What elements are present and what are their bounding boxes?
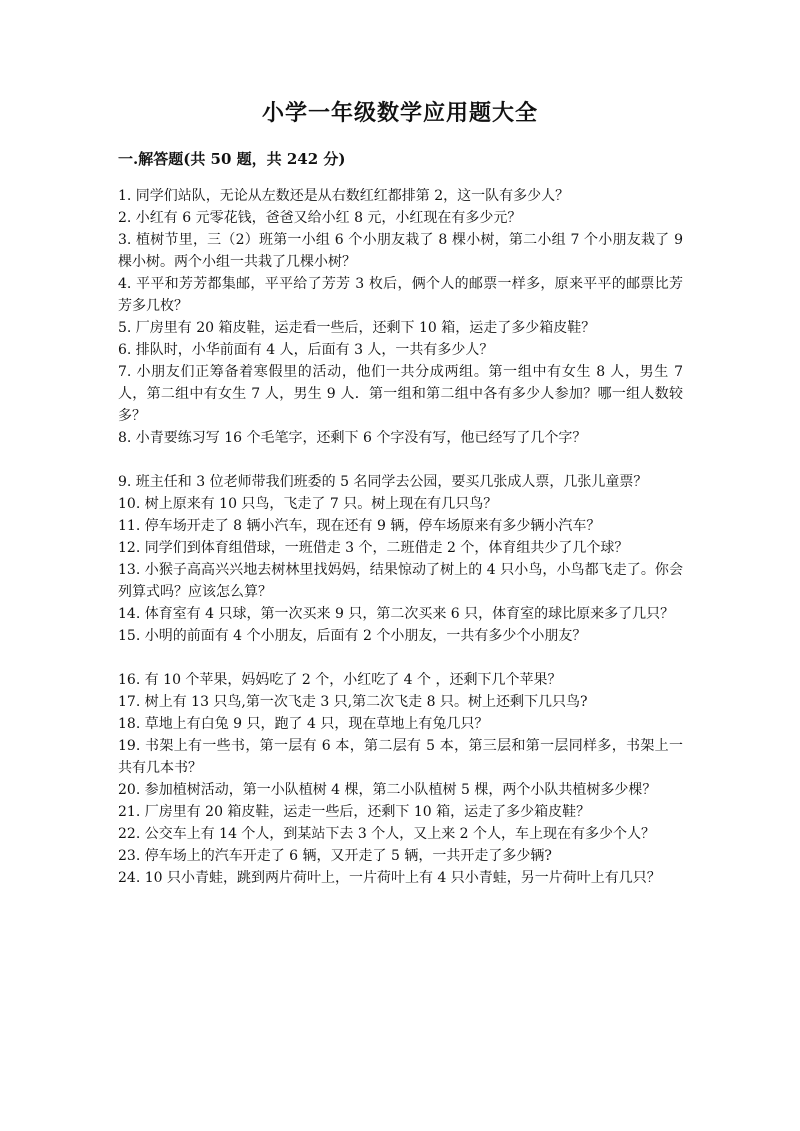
- question-item: 4. 平平和芳芳都集邮，平平给了芳芳 3 枚后，俩个人的邮票一样多，原来平平的邮票比芳芳多几枚？: [118, 276, 683, 314]
- question-item: 6. 排队时，小华前面有 4 人，后面有 3 人，一共有多少人？: [118, 342, 494, 358]
- question-item: 1. 同学们站队，无论从左数还是从右数红红都排第 2，这一队有多少人？: [118, 188, 570, 204]
- question-item: 15. 小明的前面有 4 个小朋友，后面有 2 个小朋友，一共有多少个小朋友？: [118, 628, 587, 644]
- question-item: 11. 停车场开走了 8 辆小汽车，现在还有 9 辆，停车场原来有多少辆小汽车？: [118, 518, 601, 534]
- question-item: 24. 10 只小青蛙，跳到两片荷叶上，一片荷叶上有 4 只小青蛙，另一片荷叶上有几只？: [118, 870, 661, 886]
- question-item: 22. 公交车上有 14 个人，到某站下去 3 个人，又上来 2 个人，车上现在有多少个人？: [118, 826, 656, 842]
- question-item: 16. 有 10 个苹果，妈妈吃了 2 个，小红吃了 4 个 ，还剩下几个苹果？: [118, 672, 562, 688]
- question-item: 14. 体育室有 4 只球，第一次买来 9 只，第二次买来 6 只，体育室的球比原来多了几只？: [118, 606, 675, 622]
- question-item: 5. 厂房里有 20 箱皮鞋，运走看一些后，还剩下 10 箱，运走了多少箱皮鞋？: [118, 320, 596, 336]
- section-heading: 一.解答题(共 50 题，共 242 分): [118, 150, 346, 168]
- question-item: 10. 树上原来有 10 只鸟，飞走了 7 只。树上现在有几只鸟？: [118, 496, 498, 512]
- question-item: 3. 植树节里，三（2）班第一小组 6 个小朋友栽了 8 棵小树，第二小组 7 个小朋友栽了 9 棵小树。两个小组一共栽了几棵小树？: [118, 232, 683, 270]
- question-item: 9. 班主任和 3 位老师带我们班委的 5 名同学去公园，要买几张成人票，几张儿童票？: [118, 474, 648, 490]
- question-item: 8. 小青要练习写 16 个毛笔字，还剩下 6 个字没有写，他已经写了几个字？: [118, 430, 587, 446]
- document-title: 小学一年级数学应用题大全: [261, 100, 538, 126]
- question-item: 23. 停车场上的汽车开走了 6 辆，又开走了 5 辆，一共开走了多少辆?: [118, 848, 552, 864]
- question-item: 21. 厂房里有 20 箱皮鞋，运走一些后，还剩下 10 箱，运走了多少箱皮鞋？: [118, 804, 591, 820]
- question-item: 2. 小红有 6 元零花钱，爸爸又给小红 8 元，小红现在有多少元？: [118, 210, 522, 226]
- question-item: 13. 小猴子高高兴兴地去树林里找妈妈，结果惊动了树上的 4 只小鸟，小鸟都飞走了。你会列算式吗？应该怎么算？: [118, 562, 683, 600]
- question-item: 20. 参加植树活动，第一小队植树 4 棵，第二小队植树 5 棵，两个小队共植树多少棵？: [118, 782, 657, 798]
- question-item: 7. 小朋友们正筹备着寒假里的活动，他们一共分成两组。第一组中有女生 8 人，男生 7 人，第二组中有女生 7 人，男生 9 人．第一组和第二组中各有多少人参加？哪一组人数较多？: [118, 364, 683, 424]
- question-item: 18. 草地上有白兔 9 只，跑了 4 只，现在草地上有兔几只？: [118, 716, 489, 732]
- question-list: [118, 185, 683, 889]
- question-item: 19. 书架上有一些书，第一层有 6 本，第二层有 5 本，第三层和第一层同样多，书架上一共有几本书？: [118, 738, 683, 776]
- question-item: 17. 树上有 13 只鸟,第一次飞走 3 只,第二次飞走 8 只。树上还剩下几只鸟?: [118, 694, 588, 710]
- question-item: 12. 同学们到体育组借球，一班借走 3 个，二班借走 2 个，体育组共少了几个球？: [118, 540, 629, 556]
